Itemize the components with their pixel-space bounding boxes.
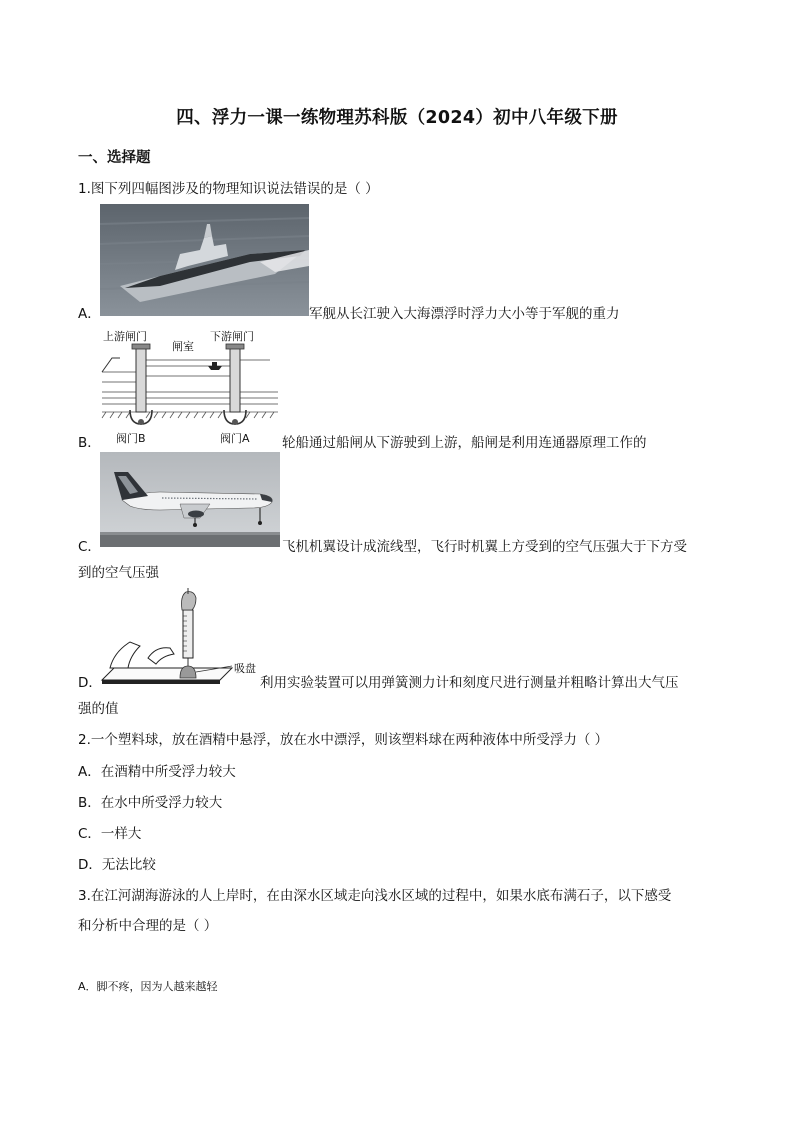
q2-option-b: B．在水中所受浮力较大 — [78, 795, 223, 811]
suction-cup-label: 吸盘 — [234, 662, 256, 675]
q3-stem-line2: 和分析中合理的是（ ） — [78, 918, 218, 934]
q3-stem-line1: 3.在江河湖海游泳的人上岸时，在由深水区域走向浅水区域的过程中，如果水底布满石子，以下感受 — [78, 888, 672, 904]
q2-option-d: D．无法比较 — [78, 857, 156, 873]
q1-option-c-text-cont: 到的空气压强 — [78, 565, 159, 581]
q1-option-c-text: 飞机机翼设计成流线型，飞行时机翼上方受到的空气压强大于下方受 — [282, 539, 687, 555]
lower-gate-label: 下游闸门 — [210, 330, 254, 343]
ship-lock-diagram — [100, 328, 280, 446]
q1-stem: 1.图下列四幅图涉及的物理知识说法错误的是（ ） — [78, 181, 379, 197]
q1-option-a-text: 军舰从长江驶入大海漂浮时浮力大小等于军舰的重力 — [309, 306, 620, 322]
warship-image — [100, 204, 309, 316]
q2-option-c: C．一样大 — [78, 826, 142, 842]
q1-option-c-label: C． — [78, 539, 101, 555]
page-title: 四、浮力一课一练物理苏科版（2024）初中八年级下册 — [176, 108, 618, 128]
q1-option-d-text: 利用实验装置可以用弹簧测力计和刻度尺进行测量并粗略计算出大气压 — [260, 675, 679, 691]
q2-stem: 2.一个塑料球，放在酒精中悬浮，放在水中漂浮，则该塑料球在两种液体中所受浮力（ ） — [78, 732, 609, 748]
valve-a-label: 阀门A — [220, 432, 250, 445]
q1-option-a-label: A． — [78, 306, 101, 322]
q3-option-a: A．脚不疼，因为人越来越轻 — [78, 980, 218, 993]
q1-option-b-label: B． — [78, 435, 101, 451]
q2-option-a: A．在酒精中所受浮力较大 — [78, 764, 236, 780]
pressure-experiment-figure — [100, 586, 260, 686]
q1-option-b-text: 轮船通过船闸从下游驶到上游，船闸是利用连通器原理工作的 — [282, 435, 647, 451]
q1-option-d-text-cont: 强的值 — [78, 701, 119, 717]
valve-b-label: 阀门B — [116, 432, 146, 445]
q1-option-d-label: D． — [78, 675, 102, 691]
upper-gate-label: 上游闸门 — [103, 330, 147, 343]
chamber-label: 闸室 — [172, 340, 194, 353]
section-heading: 一、选择题 — [78, 150, 151, 166]
airplane-image — [100, 452, 280, 547]
